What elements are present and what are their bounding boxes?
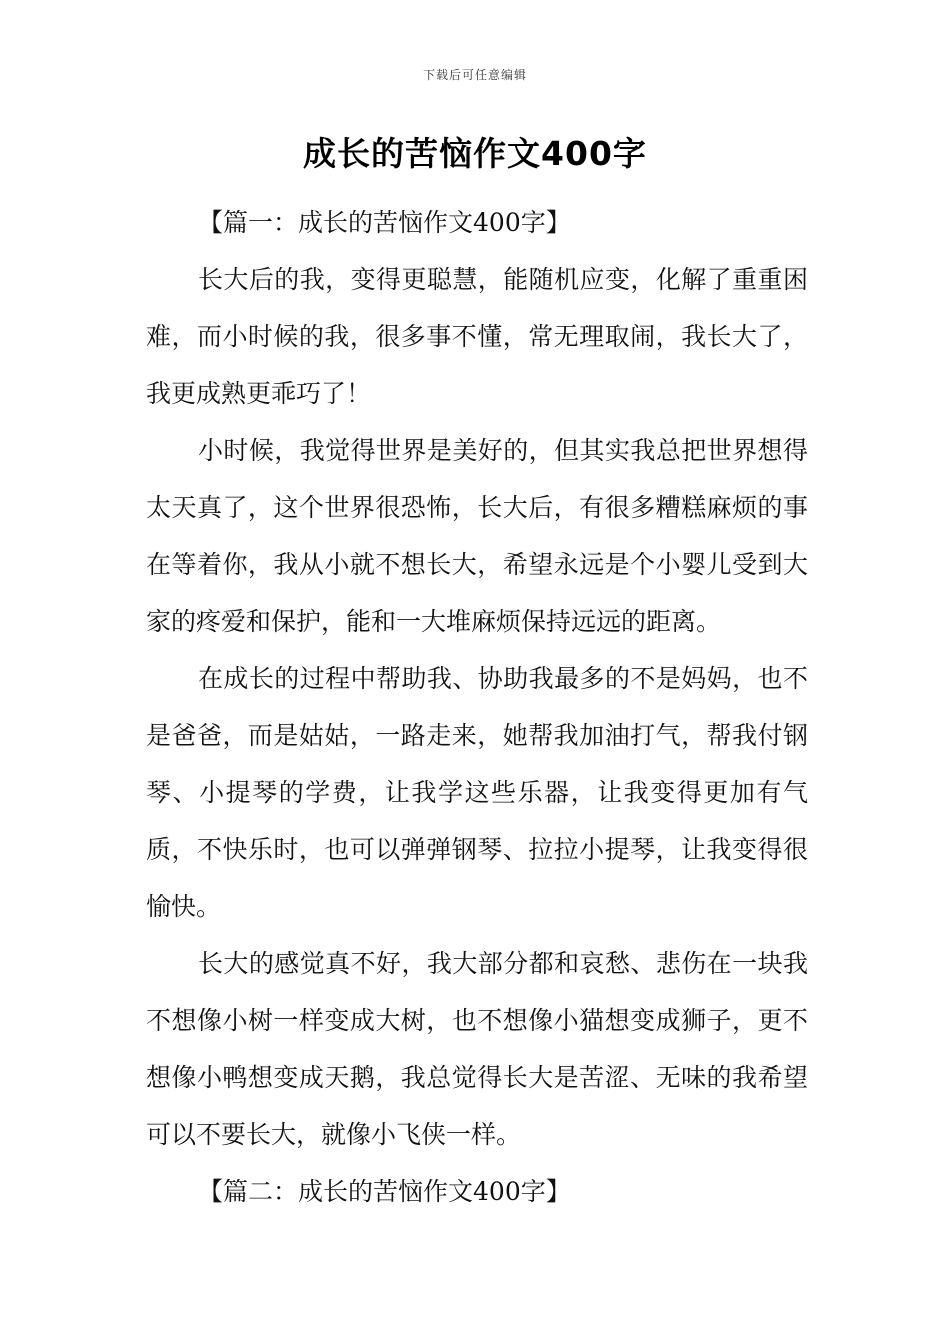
paragraph: 长大后的我，变得更聪慧，能随机应变，化解了重重困难，而小时候的我，很多事不懂，常无理取闹，我长大了，我更成熟更乖巧了！ xyxy=(146,265,808,408)
header-note: 下载后可任意编辑 xyxy=(422,68,527,82)
paragraph: 在成长的过程中帮助我、协助我最多的不是妈妈，也不是爸爸，而是姑姑，一路走来，她帮我加油打气，帮我付钢琴、小提琴的学费，让我学这些乐器，让我变得更加有气质，不快乐时，也可以弹弹钢琴、拉拉小提琴，让我变得很愉快。 xyxy=(146,664,808,921)
document-body xyxy=(146,194,808,1220)
paragraph: 小时候，我觉得世界是美好的，但其实我总把世界想得太天真了，这个世界很恐怖，长大后，有很多糟糕麻烦的事在等着你，我从小就不想长大，希望永远是个小婴儿受到大家的疼爱和保护，能和一大堆麻烦保持远远的距离。 xyxy=(146,436,808,636)
section-heading: 【篇一：成长的苦恼作文400字】 xyxy=(198,208,571,237)
section-heading: 【篇二：成长的苦恼作文400字】 xyxy=(198,1177,571,1206)
page-title: 成长的苦恼作文400字 xyxy=(303,134,647,173)
paragraph: 长大的感觉真不好，我大部分都和哀愁、悲伤在一块我不想像小树一样变成大树，也不想像小猫想变成狮子，更不想像小鸭想变成天鹅，我总觉得长大是苦涩、无味的我希望可以不要长大，就像小飞侠一样。 xyxy=(146,949,808,1149)
